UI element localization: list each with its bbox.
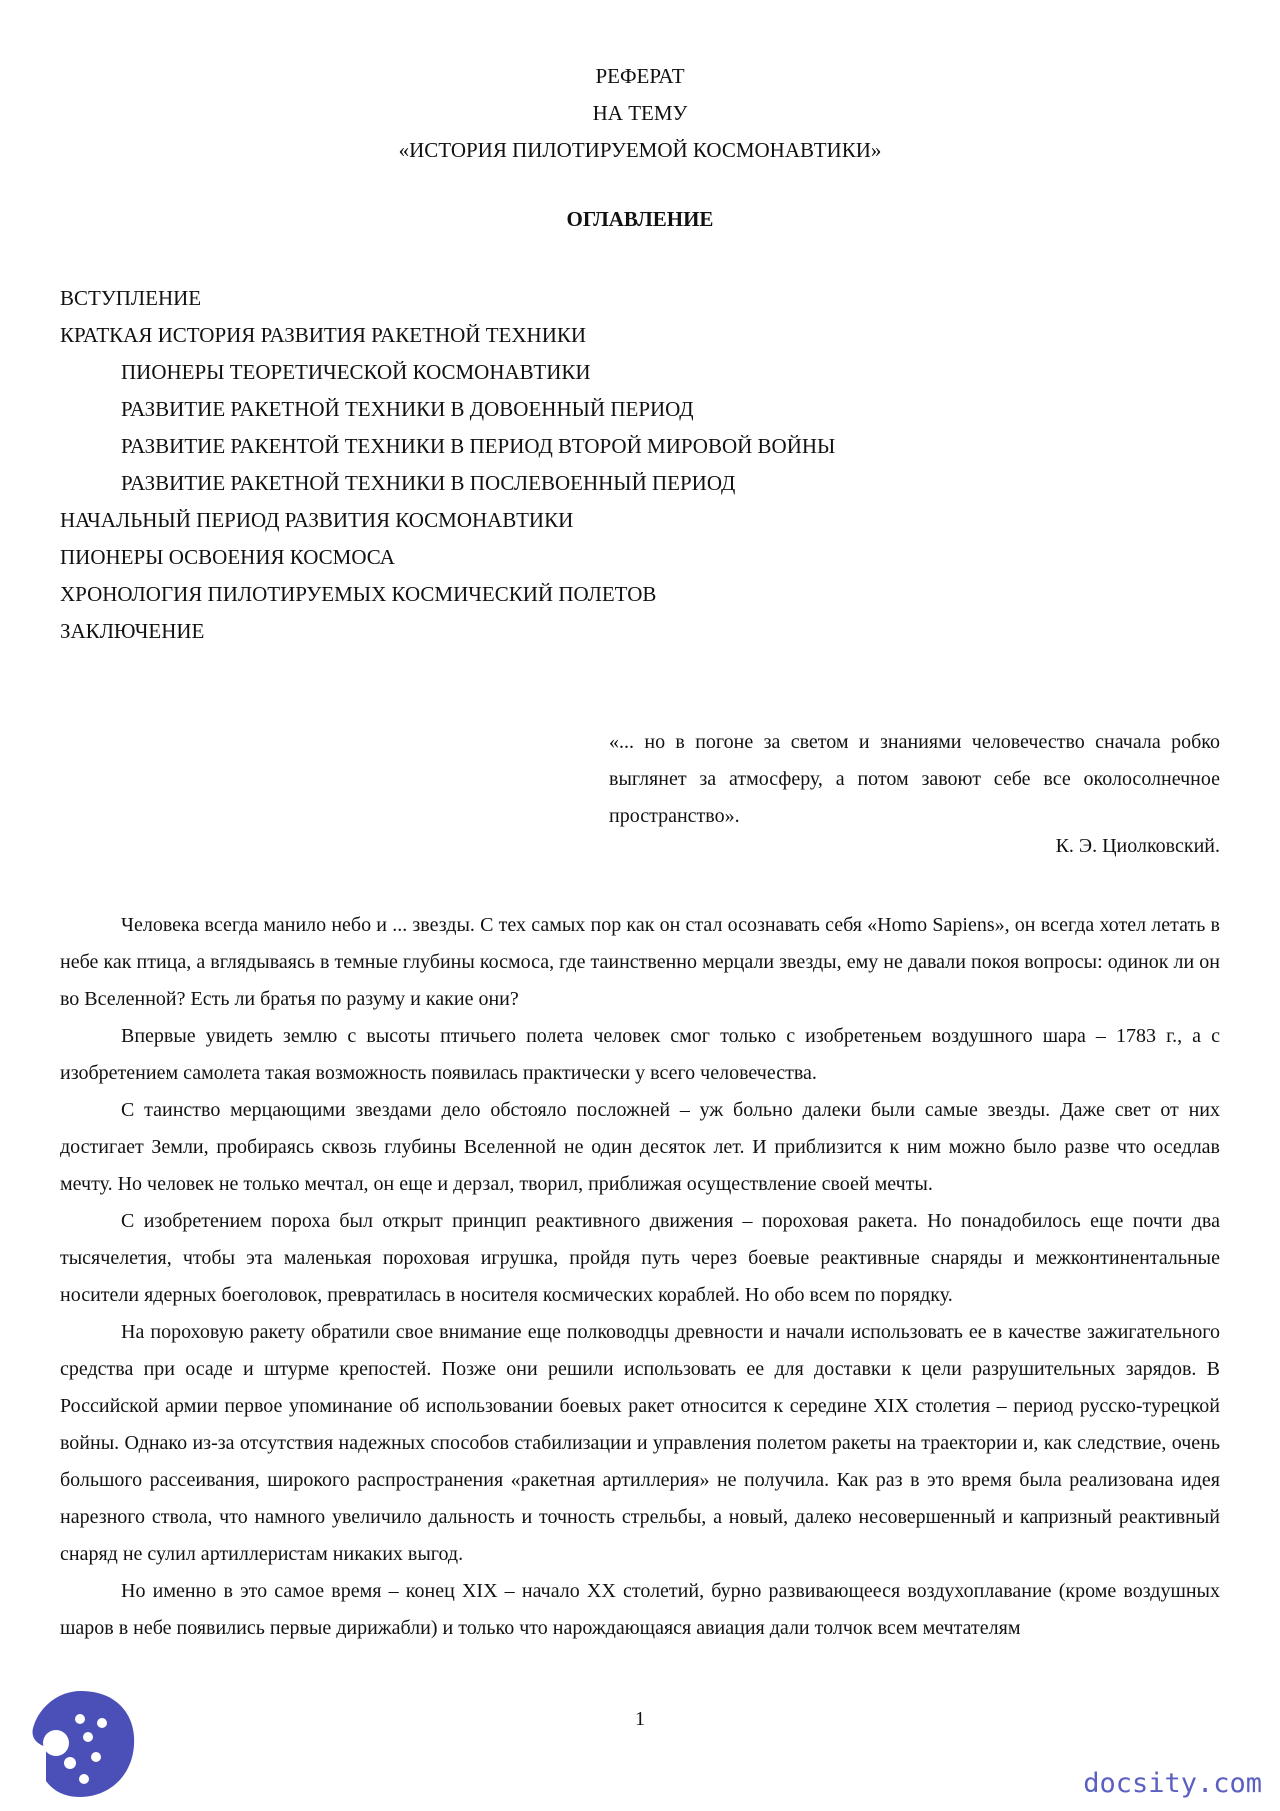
page-number: 1 (635, 1708, 645, 1730)
toc-item-postwar: РАЗВИТИЕ РАКЕТНОЙ ТЕХНИКИ В ПОСЛЕВОЕННЫЙ ПЕРИОД (121, 471, 736, 495)
toc-item-prewar: РАЗВИТИЕ РАКЕТНОЙ ТЕХНИКИ В ДОВОЕННЫЙ ПЕРИОД (121, 397, 694, 421)
table-of-contents (60, 280, 1220, 650)
body-text (60, 907, 1220, 1647)
toc-item-rocket-history: КРАТКАЯ ИСТОРИЯ РАЗВИТИЯ РАКЕТНОЙ ТЕХНИКИ (60, 323, 587, 347)
toc-item-chronology: ХРОНОЛОГИЯ ПИЛОТИРУЕМЫХ КОСМИЧЕСКИЙ ПОЛЕТОВ (60, 582, 657, 606)
paragraph: На пороховую ракету обратили свое внимание еще полководцы древности и начали использовать ее в качестве зажигательного средства при осаде и штурме крепостей. Позже они решили использовать ее для доставки к цели разрушительных зарядов. В Российской армии первое упоминание об использовании боевых ракет относится к середине XIX столетия – период русско-турецкой войны. Однако из-за отсутствия надежных способов стабилизации и управления полетом ракеты на траектории и, как следствие, очень большого рассеивания, широкого распространения «ракетная артиллерия» не получила. Как раз в это время была реализована идея нарезного ствола, что намного увеличило дальность и точность стрельбы, а новый, далеко несовершенный и капризный реактивный снаряд не сулил артиллеристам никаких выгод. (60, 1321, 1220, 1565)
epigraph-author: К. Э. Циолковский. (1055, 835, 1220, 857)
paragraph: С таинство мерцающими звездами дело обстояло посложней – уж больно далеки были самые звезды. Даже свет от них достигает Земли, пробираясь сквозь глубины Вселенной не один десяток лет. И приблизится к ним можно было разве что оседлав мечту. Но человек не только мечтал, он еще и дерзал, творил, приближая осуществление своей мечты. (60, 1099, 1220, 1195)
toc-item-introduction: ВСТУПЛЕНИЕ (60, 286, 202, 310)
toc-item-ww2: РАЗВИТИЕ РАКЕНТОЙ ТЕХНИКИ В ПЕРИОД ВТОРОЙ МИРОВОЙ ВОЙНЫ (121, 434, 836, 458)
paragraph: Но именно в это самое время – конец XIX – начало XX столетий, бурно развивающееся воздухоплавание (кроме воздушных шаров в небе появились первые дирижабли) и только что нарождающаяся авиация дали толчок всем мечтателям (60, 1580, 1220, 1639)
title-line-2: НА ТЕМУ (592, 101, 688, 125)
document-title (0, 58, 1280, 169)
paragraph: С изобретением пороха был открыт принцип реактивного движения – пороховая ракета. Но понадобилось еще почти два тысячелетия, чтобы эта маленькая пороховая игрушка, пройдя путь через боевые реактивные снаряды и межконтинентальные носители ядерных боеголовок, превратилась в носителя космических кораблей. Но обо всем по порядку. (60, 1210, 1220, 1306)
docsity-logo-icon (22, 1685, 140, 1803)
paragraph: Человека всегда манило небо и ... звезды. С тех самых пор как он стал осознавать себя «Homo Sapiens», он всегда хотел летать в небе как птица, а вглядываясь в темные глубины космоса, где таинственно мерцали звезды, ему не давали покоя вопросы: одинок ли он во Вселенной? Есть ли братья по разуму и какие они? (60, 914, 1220, 1010)
toc-heading: ОГЛАВЛЕНИЕ (566, 207, 714, 231)
epigraph-quote: «... но в погоне за светом и знаниями человечество сначала робко выглянет за атмосферу, а потом завоют себе все околосолнечное пространство». (609, 731, 1220, 827)
title-line-1: РЕФЕРАТ (595, 64, 685, 88)
paragraph: Впервые увидеть землю с высоты птичьего полета человек смог только с изобретеньем воздушного шара – 1783 г., а с изобретением самолета такая возможность появилась практически у всего человечества. (60, 1025, 1220, 1084)
toc-item-early-period: НАЧАЛЬНЫЙ ПЕРИОД РАЗВИТИЯ КОСМОНАВТИКИ (60, 508, 574, 532)
toc-item-conclusion: ЗАКЛЮЧЕНИЕ (60, 619, 205, 643)
title-line-3: «ИСТОРИЯ ПИЛОТИРУЕМОЙ КОСМОНАВТИКИ» (398, 138, 882, 162)
toc-item-space-pioneers: ПИОНЕРЫ ОСВОЕНИЯ КОСМОСА (60, 545, 395, 569)
toc-item-theory-pioneers: ПИОНЕРЫ ТЕОРЕТИЧЕСКОЙ КОСМОНАВТИКИ (121, 360, 591, 384)
docsity-watermark: docsity.com (1083, 1768, 1262, 1799)
